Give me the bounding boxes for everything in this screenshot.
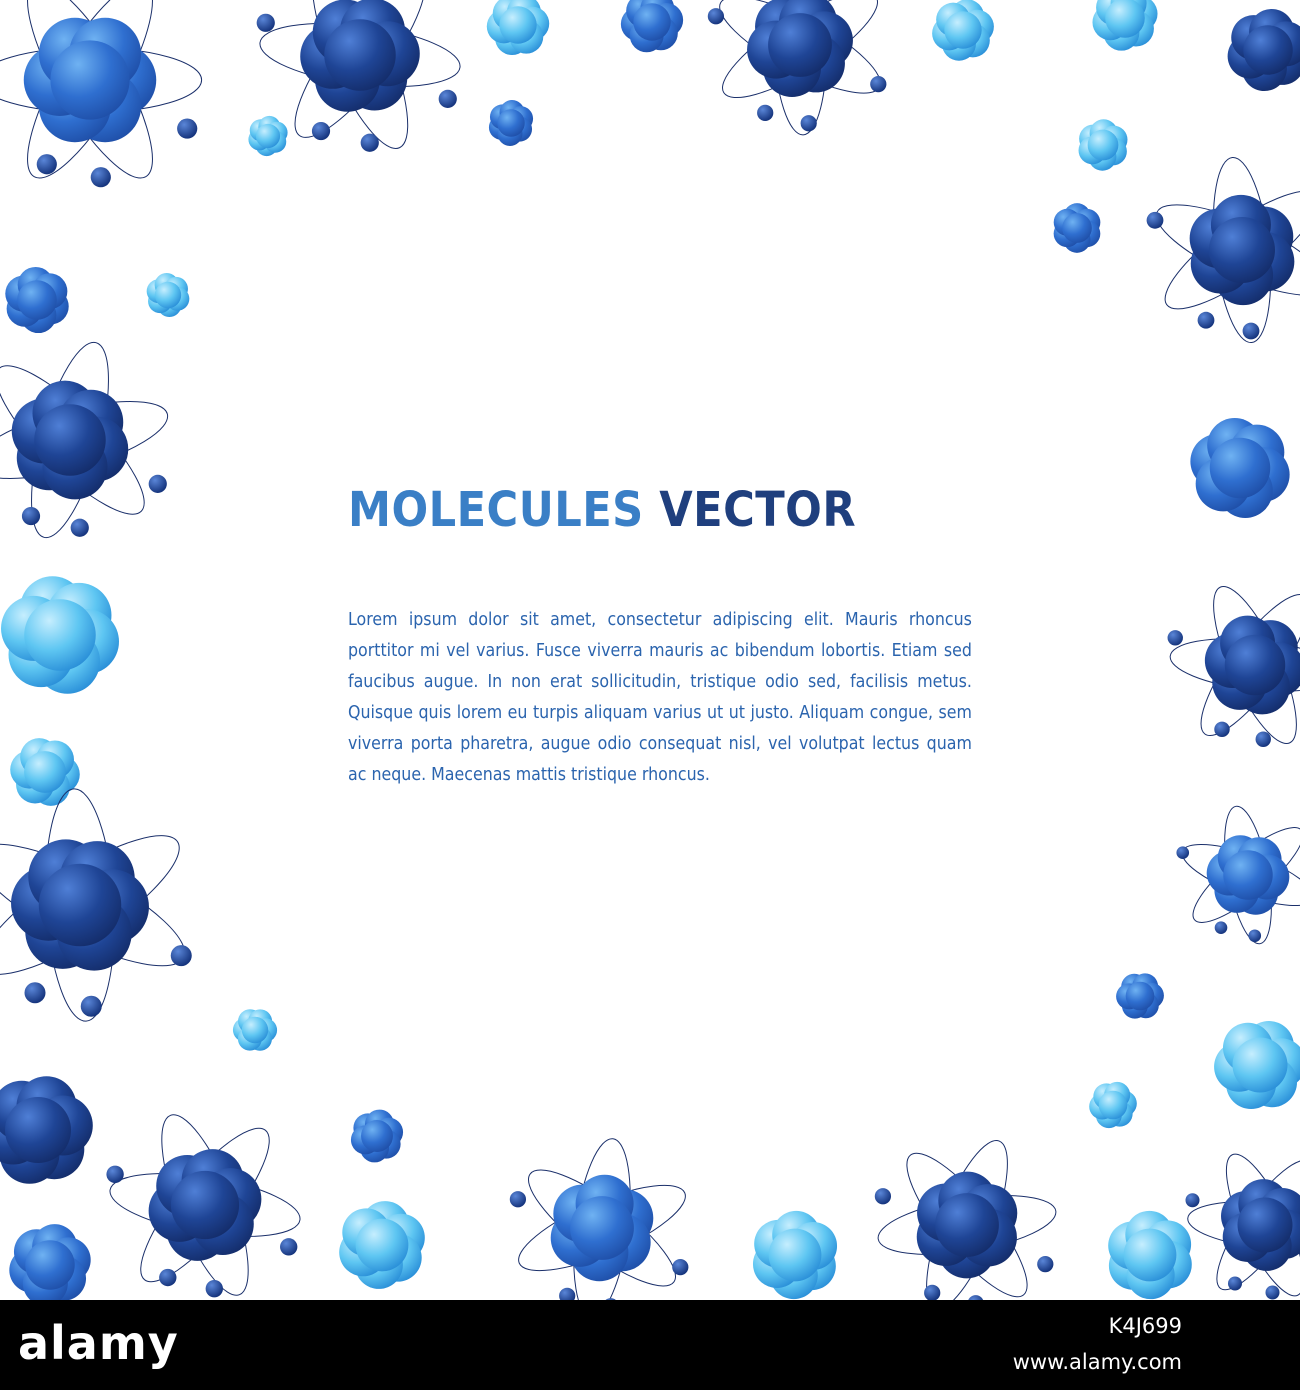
molecule-cluster-icon — [1079, 119, 1128, 170]
atom-icon — [1168, 577, 1300, 753]
molecule-cluster-icon — [753, 1211, 837, 1299]
molecule-cluster-icon — [10, 738, 80, 806]
molecule-cluster-icon — [1054, 203, 1101, 253]
molecule-cluster-icon — [1228, 9, 1300, 91]
molecule-cluster-icon — [9, 1224, 90, 1300]
alamy-logo: alamy — [18, 1316, 179, 1370]
molecule-cluster-icon — [489, 100, 533, 146]
molecule-cluster-icon — [1092, 0, 1157, 51]
poster-body-text: Lorem ipsum dolor sit amet, consectetur adipiscing elit. Mauris rhoncus porttitor mi vel varius. Fusce viverra mauris ac bibendum lobortis. Etiam sed faucibus augue. In non erat sollicitudin, tristique odio sed, facilisis metus. Quisque quis lorem eu turpis aliquam varius ut ut justo. Aliquam congue, sem viverra porta pharetra, augue odio consequat nisl, vel volutpat lectus quam ac neque. Maecenas mattis tristique rhoncus. — [348, 609, 972, 785]
atom-icon — [1176, 803, 1300, 947]
atom-icon — [874, 1132, 1060, 1300]
atom-icon — [1186, 1145, 1300, 1300]
stock-footer — [0, 1300, 1300, 1390]
molecule-cluster-icon — [339, 1201, 425, 1289]
molecule-cluster-icon — [0, 1076, 93, 1183]
molecule-cluster-icon — [1190, 418, 1289, 518]
molecule-cluster-icon — [351, 1110, 403, 1163]
atom-icon — [106, 1105, 305, 1300]
molecule-cluster-icon — [1089, 1082, 1137, 1128]
molecule-cluster-icon — [621, 0, 683, 52]
title-word-molecules: MOLECULES — [348, 482, 644, 538]
molecule-cluster-icon — [932, 0, 994, 61]
atom-icon — [0, 0, 202, 193]
molecule-cluster-icon — [487, 0, 549, 55]
atom-icon — [509, 1136, 695, 1300]
molecule-cluster-icon — [1116, 973, 1164, 1018]
atom-icon — [256, 0, 463, 159]
title-word-vector: VECTOR — [659, 482, 857, 538]
molecule-cluster-icon — [5, 267, 68, 333]
molecule-cluster-icon — [1108, 1211, 1192, 1299]
atom-icon — [0, 335, 175, 545]
molecule-cluster-icon — [1214, 1021, 1300, 1109]
poster-title — [348, 482, 915, 538]
molecule-cluster-icon — [147, 273, 190, 317]
atom-icon — [708, 0, 892, 136]
atom-icon — [0, 787, 199, 1023]
molecule-cluster-icon — [248, 116, 287, 156]
image-id: K4J699 — [1108, 1314, 1182, 1338]
molecule-cluster-icon — [233, 1009, 277, 1051]
stock-url: www.alamy.com — [1012, 1350, 1182, 1374]
molecule-cluster-icon — [1, 576, 119, 693]
atom-icon — [1146, 155, 1300, 346]
